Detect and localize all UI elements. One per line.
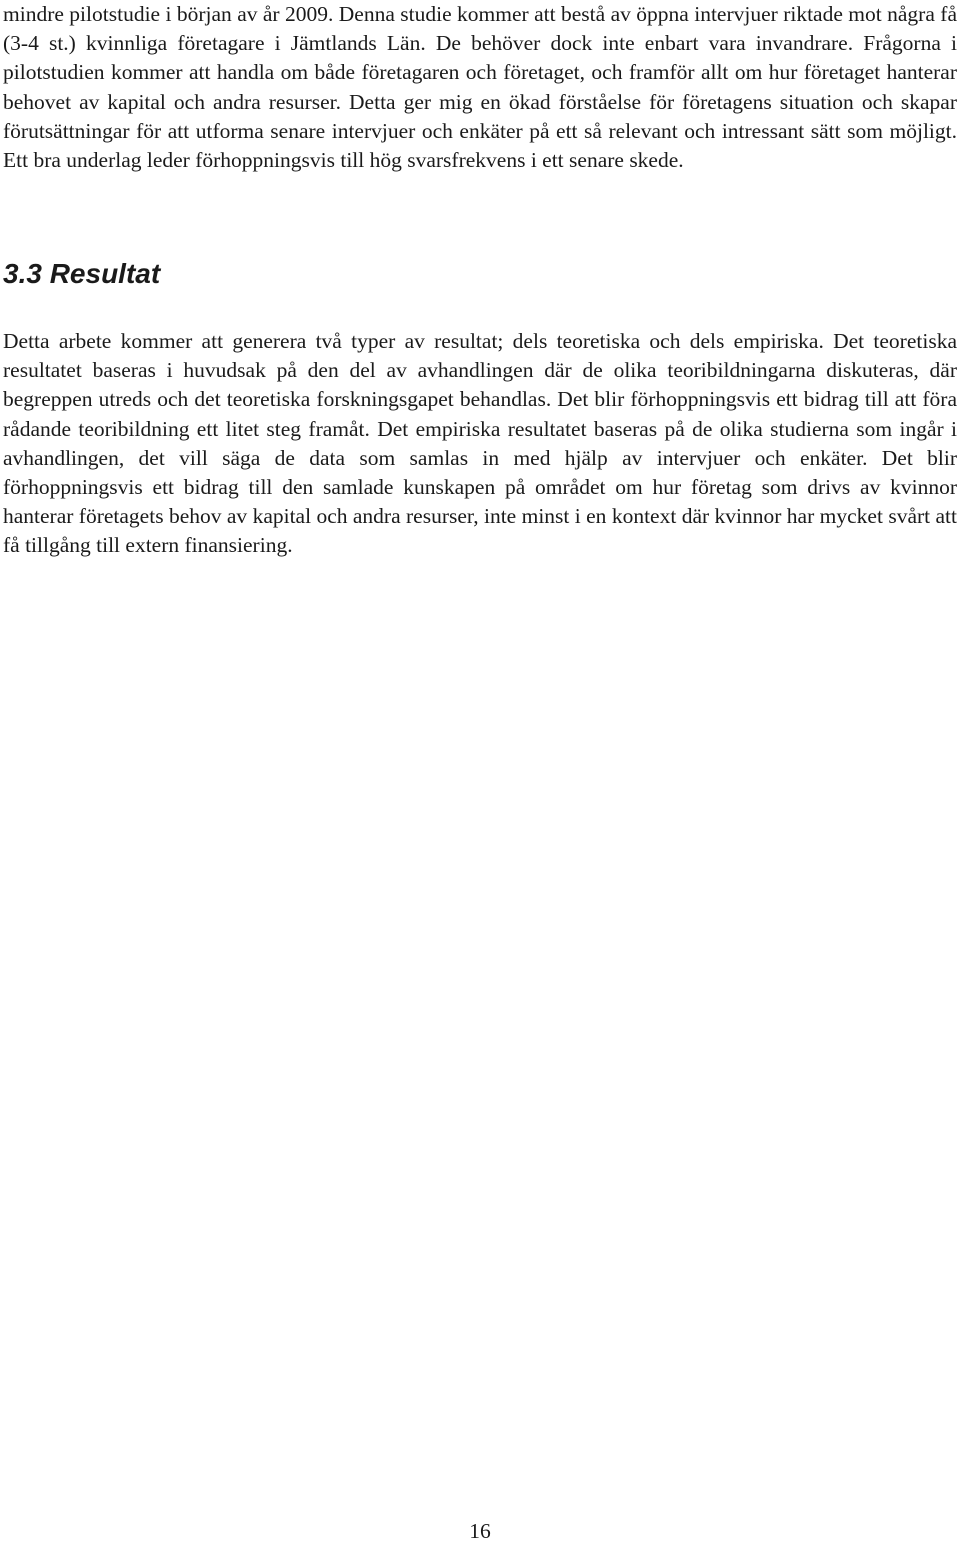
results-paragraph: Detta arbete kommer att generera två typer av resultat; dels teoretiska och dels empiriska. Det teoretiska resultatet baseras i huvudsak på den del av avhandlingen där de olika teoribildningarna diskuteras, där begreppen utreds och det teoretiska forskningsgapet behandlas. Det blir förhoppningsvis ett bidrag till att föra rådande teoribildning ett litet steg framåt. Det empiriska resultatet baseras på de olika studierna som ingår i avhandlingen, det vill säga de data som samlas in med hjälp av intervjuer och enkäter. Det blir förhoppningsvis ett bidrag till den samlade kunskapen på området om hur företag som drivs av kvinnor hanterar företagets behov av kapital och andra resurser, inte minst i en kontext där kvinnor har mycket svårt att få tillgång till extern finansiering. [3, 329, 957, 558]
page-number: 16 [469, 1519, 491, 1543]
section-heading: 3.3 Resultat [3, 258, 161, 289]
intro-paragraph: mindre pilotstudie i början av år 2009. Denna studie kommer att bestå av öppna intervjuer riktade mot några få (3-4 st.) kvinnliga företagare i Jämtlands Län. De behöver dock inte enbart vara invandrare. Frågorna i pilotstudien kommer att handla om både företagaren och företaget, och framför allt om hur företaget hanterar behovet av kapital och andra resurser. Detta ger mig en ökad förståelse för företagens situation och skapar förutsättningar för att utforma senare intervjuer och enkäter på ett så relevant och intressant sätt som möjligt. Ett bra underlag leder förhoppningsvis till hög svarsfrekvens i ett senare skede. [3, 2, 957, 173]
